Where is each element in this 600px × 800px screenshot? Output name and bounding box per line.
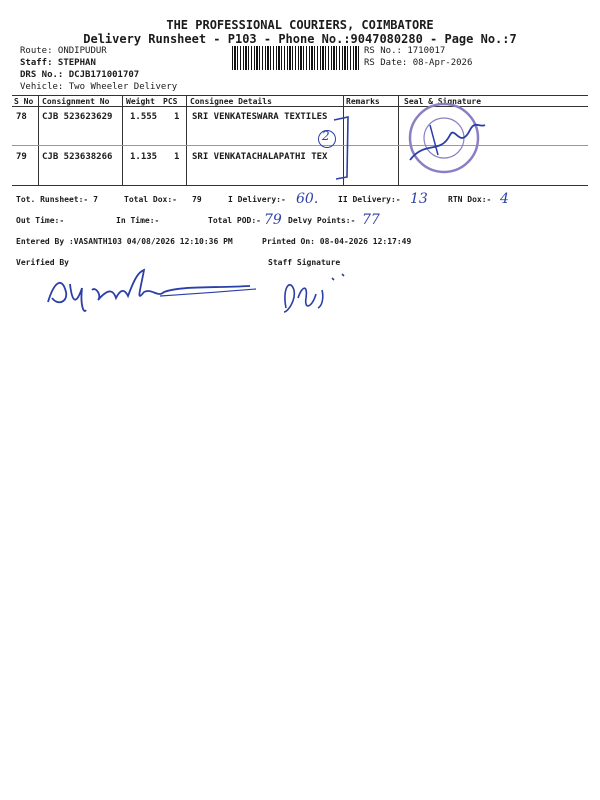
out-time: Out Time:- — [16, 216, 65, 225]
in-time: In Time:- — [116, 216, 160, 225]
col-header-sno: S No — [14, 97, 34, 106]
staff-field: Staff: STEPHAN — [20, 58, 96, 68]
barcode — [232, 46, 360, 70]
rs-no-field: RS No.: 1710017 — [364, 46, 446, 56]
row-sno: 78 — [16, 112, 27, 122]
rs-date-field: RS Date: 08-Apr-2026 — [364, 58, 473, 68]
i-delivery-label: I Delivery:- — [228, 195, 286, 204]
total-pod-label: Total POD:- — [208, 216, 261, 225]
staff-signature — [272, 268, 362, 323]
col-header-consignee: Consignee Details — [190, 97, 272, 106]
row-consignment: CJB 523638266 — [42, 152, 113, 162]
row-consignee: SRI VENKATACHALAPATHI TEX — [192, 152, 328, 162]
col-header-remarks: Remarks — [346, 97, 380, 106]
i-delivery-value: 60. — [296, 191, 319, 207]
company-title: THE PROFESSIONAL COURIERS, COIMBATORE — [166, 18, 434, 32]
col-header-seal-signature: Seal & Signature — [404, 97, 482, 106]
col-header-consignment: Consignment No — [42, 97, 110, 106]
delvy-points-value: 77 — [362, 212, 380, 228]
ii-delivery-label: II Delivery:- — [338, 195, 401, 204]
row-weight: 1.135 — [130, 152, 158, 162]
rtn-dox-value: 4 — [500, 191, 509, 207]
printed-on: Printed On: 08-04-2026 12:17:49 — [262, 237, 412, 246]
delvy-points-label: Delvy Points:- — [288, 216, 356, 225]
row-weight: 1.555 — [130, 112, 158, 122]
col-header-pcs: PCS — [163, 97, 178, 106]
handwritten-bracket — [330, 115, 360, 185]
vehicle-field: Vehicle: Two Wheeler Delivery — [20, 82, 178, 92]
verified-by-label: Verified By — [16, 258, 69, 267]
circled-mark-text: 2 — [322, 129, 330, 143]
row-consignee: SRI VENKATESWARA TEXTILES — [192, 112, 328, 122]
table-bottom-rule — [12, 185, 588, 186]
table-top-rule — [12, 95, 588, 96]
row-pcs: 1 — [174, 152, 180, 162]
route-field: Route: ONDIPUDUR — [20, 46, 107, 56]
total-dox-value: 79 — [192, 195, 202, 204]
drs-field: DRS No.: DCJB171001707 — [20, 70, 140, 80]
row-consignment: CJB 523623629 — [42, 112, 113, 122]
rtn-dox-label: RTN Dox:- — [448, 195, 492, 204]
table-header-rule — [12, 106, 588, 107]
entered-by: Entered By :VASANTH103 04/08/2026 12:10:36 PM — [16, 237, 233, 246]
row-pcs: 1 — [174, 112, 180, 122]
tot-runsheet: Tot. Runsheet:- 7 — [16, 195, 98, 204]
col-header-weight: Weight — [126, 97, 155, 106]
row-sno: 79 — [16, 152, 27, 162]
runsheet-title: Delivery Runsheet - P103 - Phone No.:9047080280 - Page No.:7 — [83, 32, 517, 46]
ii-delivery-value: 13 — [410, 191, 428, 207]
total-dox-label: Total Dox:- — [124, 195, 177, 204]
verified-by-signature — [40, 262, 260, 322]
staff-signature-label: Staff Signature — [268, 258, 341, 267]
seal-stamp-icon — [400, 100, 490, 180]
total-pod-value: 79 — [264, 212, 282, 228]
